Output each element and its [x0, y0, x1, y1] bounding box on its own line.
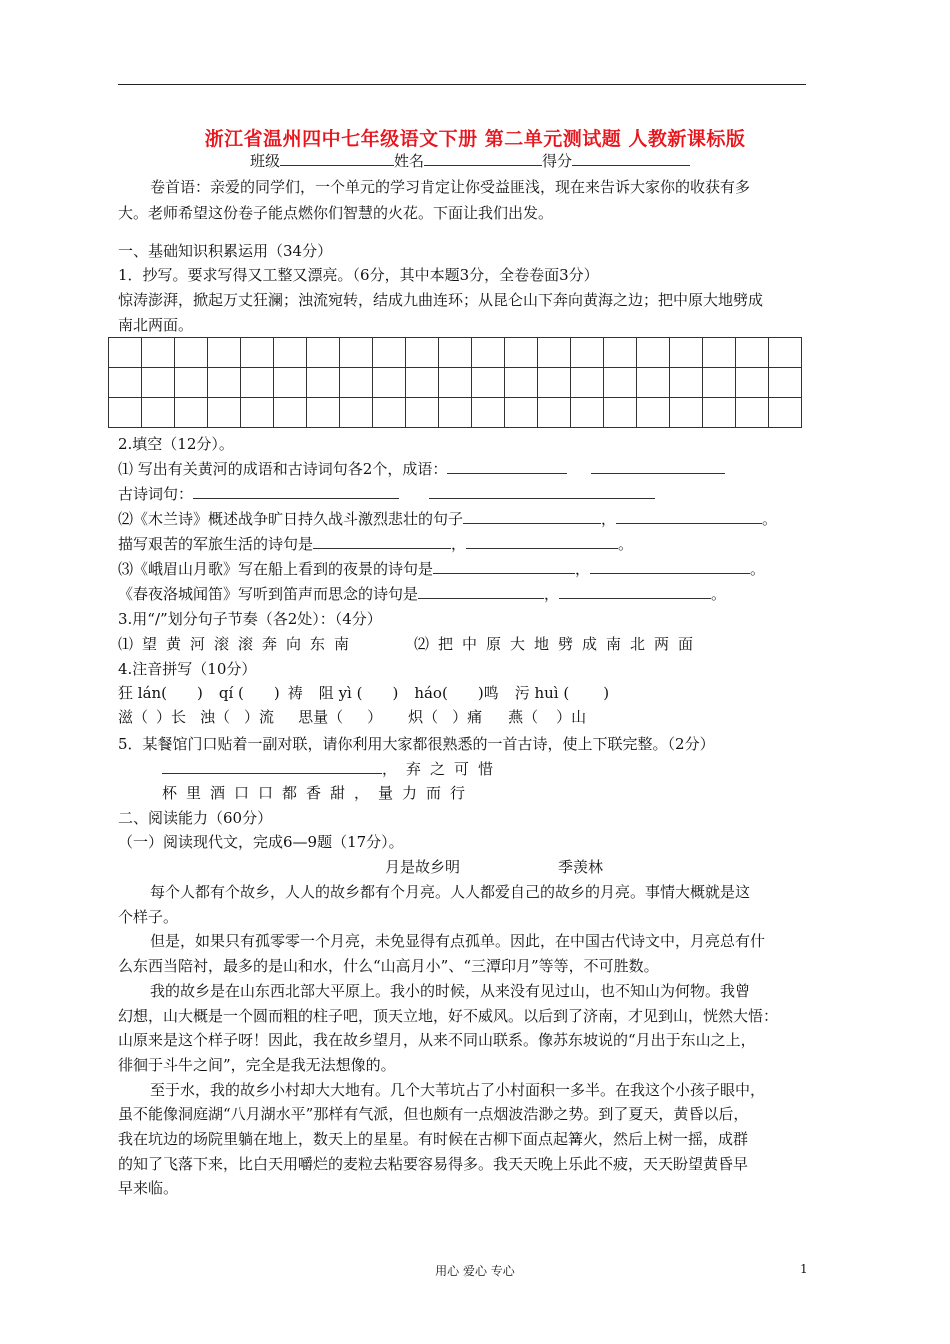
- grid-cell[interactable]: [175, 368, 208, 398]
- grid-cell[interactable]: [637, 398, 670, 428]
- article-line: 徘徊于斗牛之间”，完全是我无法想像的。: [118, 1055, 396, 1074]
- grid-cell[interactable]: [208, 338, 241, 368]
- couplet-line2: 杯里酒口口都香甜，量力而行: [162, 784, 475, 802]
- article-line: 么东西当陪衬，最多的是山和水，什么“山高月小”、“三潭印月”等等，不可胜数。: [118, 957, 659, 976]
- emei-blank-1[interactable]: [433, 558, 575, 574]
- grid-cell[interactable]: [406, 398, 439, 428]
- flute-blank-2[interactable]: [559, 583, 711, 599]
- mulan-blank-2[interactable]: [616, 508, 762, 524]
- grid-cell[interactable]: [637, 368, 670, 398]
- q1-text-line2: 南北两面。: [118, 316, 194, 334]
- grid-cell[interactable]: [109, 338, 142, 368]
- article-line: 每个人都有个故乡，人人的故乡都有个月亮。人人都爱自己的故乡的月亮。事情大概就是这: [150, 883, 751, 901]
- writing-grid[interactable]: [108, 337, 802, 428]
- poem-blank-2[interactable]: [429, 483, 655, 499]
- grid-cell[interactable]: [472, 398, 505, 428]
- grid-cell[interactable]: [670, 398, 703, 428]
- footer-motto: 用心 爱心 专心: [435, 1264, 515, 1278]
- couplet-blank[interactable]: [162, 758, 382, 774]
- q2-2-line1: ⑵《木兰诗》概述战争旷日持久战斗激烈悲壮的句子 ， 。: [118, 510, 778, 528]
- student-info-line: 班级 姓名 得分: [250, 150, 690, 172]
- grid-cell[interactable]: [175, 398, 208, 428]
- grid-cell[interactable]: [538, 338, 571, 368]
- grid-cell[interactable]: [703, 398, 736, 428]
- grid-cell[interactable]: [703, 338, 736, 368]
- score-blank[interactable]: [572, 150, 690, 166]
- grid-cell[interactable]: [406, 368, 439, 398]
- q4-row2: 滋（ ）长 浊（ ）流 思量（ ） 炽（ ）痛 燕（ ）山: [118, 708, 587, 726]
- grid-cell[interactable]: [604, 368, 637, 398]
- article-line: 虽不能像洞庭湖“八月湖水平”那样有气派，但也颇有一点烟波浩渺之势。到了夏天，黄昏以后，: [118, 1105, 749, 1124]
- q5-title: 5．某餐馆门口贴着一副对联，请你利用大家都很熟悉的一首古诗，使上下联完整。（2分）: [118, 735, 715, 753]
- grid-cell[interactable]: [670, 368, 703, 398]
- q2-title: 2.填空（12分）。: [118, 435, 234, 453]
- grid-cell[interactable]: [769, 368, 802, 398]
- q2-1-line1: ⑴ 写出有关黄河的成语和古诗词句各2个，成语：: [118, 458, 725, 480]
- article-line: 的知了飞落下来，比白天用嚼烂的麦粒去粘要容易得多。我天天晚上乐此不疲，天天盼望黄昏早: [118, 1154, 749, 1173]
- q1-title: 1．抄写。要求写得又工整又漂亮。（6分，其中本题3分，全卷卷面3分）: [118, 266, 599, 284]
- grid-cell[interactable]: [571, 338, 604, 368]
- grid-cell[interactable]: [439, 398, 472, 428]
- grid-cell[interactable]: [373, 368, 406, 398]
- q3-sentence-a: ⑴望黄河滚滚奔向东南: [118, 635, 359, 653]
- grid-cell[interactable]: [373, 338, 406, 368]
- grid-cell[interactable]: [604, 338, 637, 368]
- q3-sentence-b: ⑵把中原大地劈成南北两面: [414, 635, 703, 653]
- grid-cell[interactable]: [142, 398, 175, 428]
- grid-cell[interactable]: [505, 338, 538, 368]
- article-line: 山原来是这个样子呀！因此，我在故乡望月，从来不同山联系。像苏东坡说的“月出于东山之上，: [118, 1031, 756, 1050]
- army-blank-2[interactable]: [466, 533, 618, 549]
- article-line: 我的故乡是在山东西北部大平原上。我小的时候，从来没有见过山，也不知山为何物。我曾: [150, 981, 751, 1000]
- preface-line2: 大。老师希望这份卷子能点燃你们智慧的火花。下面让我们出发。: [118, 204, 554, 222]
- grid-cell[interactable]: [274, 338, 307, 368]
- grid-cell[interactable]: [604, 398, 637, 428]
- grid-cell[interactable]: [736, 398, 769, 428]
- poem-blank-1[interactable]: [193, 483, 399, 499]
- q2-2-line2: 描写艰苦的军旅生活的诗句是 ， 。: [118, 535, 634, 553]
- grid-cell[interactable]: [637, 338, 670, 368]
- page-title: 浙江省温州四中七年级语文下册 第二单元测试题 人教新课标版: [204, 128, 746, 150]
- q4-title: 4.注音拼写（10分）: [118, 660, 257, 678]
- q1-text-line1: 惊涛澎湃，掀起万丈狂澜；浊流宛转，结成九曲连环；从昆仑山下奔向黄海之边；把中原大地劈成: [118, 291, 764, 309]
- article-line: 至于水，我的故乡小村却大大地有。几个大苇坑占了小村面积一多半。在我这个小孩子眼中，: [150, 1080, 766, 1099]
- emei-blank-2[interactable]: [590, 558, 750, 574]
- grid-cell[interactable]: [142, 338, 175, 368]
- grid-cell[interactable]: [571, 398, 604, 428]
- grid-cell[interactable]: [505, 368, 538, 398]
- article-line: 但是，如果只有孤零零一个月亮，未免显得有点孤单。因此，在中国古代诗文中，月亮总有什: [150, 932, 766, 951]
- grid-cell[interactable]: [142, 368, 175, 398]
- grid-cell[interactable]: [307, 338, 340, 368]
- article-author: 季羡林: [558, 858, 604, 876]
- class-blank[interactable]: [280, 150, 394, 166]
- mulan-blank-1[interactable]: [463, 508, 601, 524]
- q2-1-line2: 古诗词句：: [118, 483, 655, 505]
- grid-cell[interactable]: [439, 368, 472, 398]
- header-rule: [118, 84, 806, 85]
- q3-title: 3.用“/”划分句子节奏（各2处）：（4分）: [118, 610, 382, 628]
- army-blank-1[interactable]: [313, 533, 451, 549]
- article-line: 幻想，山大概是一个圆而粗的柱子吧，顶天立地，好不威风。以后到了济南，才见到山，恍然大悟：: [118, 1006, 779, 1025]
- grid-cell[interactable]: [472, 338, 505, 368]
- article-line: 早来临。: [118, 1179, 179, 1198]
- grid-cell[interactable]: [538, 368, 571, 398]
- grid-cell[interactable]: [439, 338, 472, 368]
- grid-cell[interactable]: [571, 368, 604, 398]
- grid-cell[interactable]: [769, 338, 802, 368]
- grid-cell[interactable]: [307, 398, 340, 428]
- q2-3-line2: 《春夜洛城闻笛》写听到笛声而思念的诗句是 ， 。: [118, 585, 727, 603]
- grid-cell[interactable]: [340, 338, 373, 368]
- section1-heading: 一、基础知识积累运用（34分）: [118, 242, 333, 260]
- grid-cell[interactable]: [109, 368, 142, 398]
- grid-cell[interactable]: [241, 368, 274, 398]
- grid-cell[interactable]: [373, 398, 406, 428]
- article-line: 个样子。: [118, 907, 179, 926]
- grid-cell[interactable]: [307, 368, 340, 398]
- grid-cell[interactable]: [109, 398, 142, 428]
- grid-cell[interactable]: [340, 368, 373, 398]
- grid-cell[interactable]: [241, 398, 274, 428]
- grid-cell[interactable]: [274, 368, 307, 398]
- reading-part1-title: （一）阅读现代文，完成6—9题（17分）。: [118, 833, 404, 851]
- grid-cell[interactable]: [340, 398, 373, 428]
- article-line: 我在坑边的场院里躺在地上，数天上的星星。有时候在古柳下面点起篝火，然后上树一摇，成群: [118, 1130, 749, 1148]
- grid-cell[interactable]: [208, 368, 241, 398]
- q2-3-line1: ⑶《峨眉山月歌》写在船上看到的夜景的诗句是 ， 。: [118, 560, 766, 578]
- grid-cell[interactable]: [670, 338, 703, 368]
- grid-cell[interactable]: [736, 338, 769, 368]
- grid-cell[interactable]: [538, 398, 571, 428]
- grid-cell[interactable]: [208, 398, 241, 428]
- section2-heading: 二、阅读能力（60分）: [118, 809, 273, 827]
- grid-cell[interactable]: [241, 338, 274, 368]
- name-blank[interactable]: [424, 150, 542, 166]
- grid-cell[interactable]: [175, 338, 208, 368]
- grid-cell[interactable]: [703, 368, 736, 398]
- flute-blank-1[interactable]: [418, 583, 544, 599]
- grid-cell[interactable]: [472, 368, 505, 398]
- grid-cell[interactable]: [406, 338, 439, 368]
- idiom-blank-2[interactable]: [591, 458, 725, 474]
- preface-line1: 卷首语：亲爱的同学们，一个单元的学习肯定让你受益匪浅，现在来告诉大家你的收获有多: [150, 178, 751, 196]
- page-number: 1: [800, 1262, 808, 1276]
- grid-cell[interactable]: [505, 398, 538, 428]
- grid-cell[interactable]: [736, 368, 769, 398]
- couplet-line1: ，弃之可惜: [162, 758, 502, 780]
- q4-row1: 狂 lán( ) qí ( ) 祷 阻 yì ( ) háo( )鸣 污 huì ( ): [118, 684, 610, 702]
- idiom-blank-1[interactable]: [447, 458, 567, 474]
- article-title: 月是故乡明: [385, 858, 461, 876]
- grid-cell[interactable]: [769, 398, 802, 428]
- grid-cell[interactable]: [274, 398, 307, 428]
